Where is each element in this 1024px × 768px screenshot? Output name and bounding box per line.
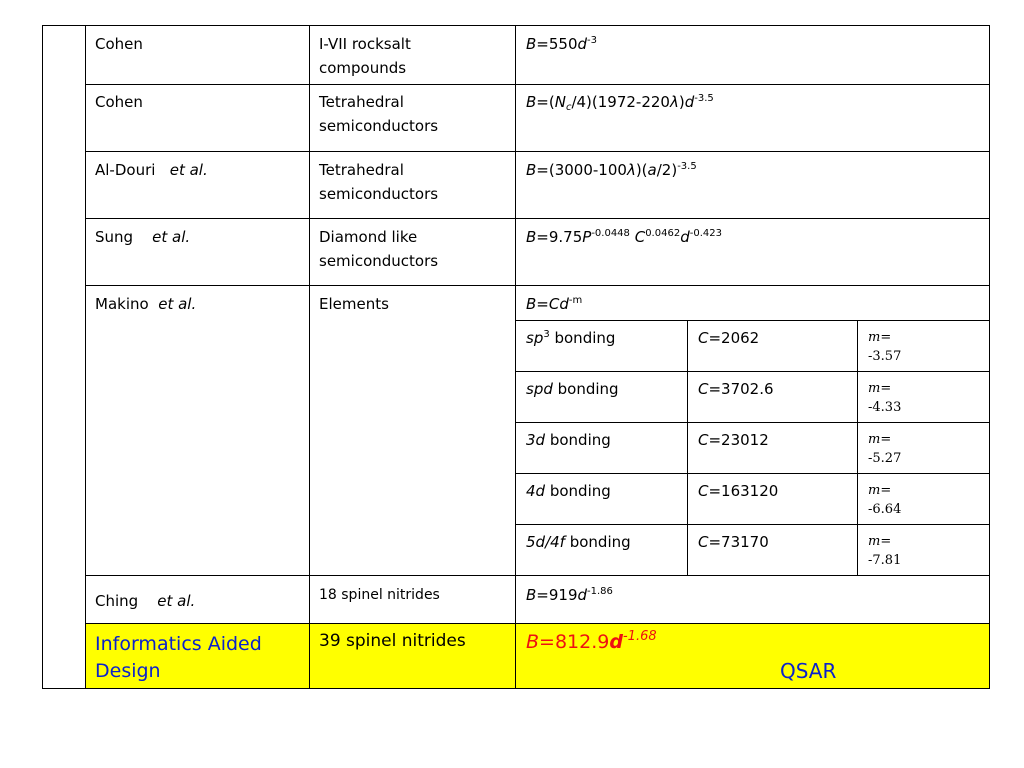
m-cell bbox=[868, 328, 901, 366]
formula-cell: $B=(N_c/4)(1972-220\lambda)d^{-3.5}$ bbox=[526, 93, 714, 113]
author-cell bbox=[95, 589, 195, 613]
author-suffix: et al. bbox=[158, 295, 197, 313]
m-value: -3.57 bbox=[868, 349, 902, 364]
author-cell bbox=[95, 225, 190, 249]
bonding-cell: $sp^3$ bonding bbox=[526, 329, 616, 347]
author-cell bbox=[95, 292, 196, 316]
material-cell: Elements bbox=[319, 295, 389, 313]
c-cell: C=2062 bbox=[698, 329, 760, 347]
author-suffix: et al. bbox=[152, 228, 191, 246]
m-cell bbox=[868, 481, 901, 519]
author-name: Makino bbox=[95, 295, 149, 313]
author-cell: Cohen bbox=[95, 93, 143, 111]
m-value: -5.27 bbox=[868, 451, 902, 466]
c-cell: C=163120 bbox=[698, 482, 779, 500]
formula-cell: $B=550d^{-3}$ bbox=[526, 35, 598, 53]
material-cell: Tetrahedral semiconductors bbox=[319, 93, 439, 135]
author-suffix: et al. bbox=[157, 592, 196, 610]
highlight-formula-cell: $B=812.9d^{-1.68}$ bbox=[526, 629, 657, 653]
c-cell: C=3702.6 bbox=[698, 380, 774, 398]
formula-cell: $B=Cd^{-m}$ bbox=[526, 295, 583, 313]
m-cell bbox=[868, 532, 901, 570]
formula-cell: $B=(3000-100\lambda)(a/2)^{-3.5}$ bbox=[526, 161, 697, 179]
m-cell bbox=[868, 430, 901, 468]
author-cell bbox=[95, 158, 208, 182]
c-cell: C=73170 bbox=[698, 533, 769, 551]
formula-cell: $B=919d^{-1.86}$ bbox=[526, 586, 613, 604]
m-value: -7.81 bbox=[868, 553, 902, 568]
m-value: -4.33 bbox=[868, 400, 902, 415]
bonding-cell: 5d/4f bonding bbox=[526, 533, 631, 551]
author-name: Sung bbox=[95, 228, 134, 246]
m-label: m= bbox=[868, 432, 892, 447]
c-cell: C=23012 bbox=[698, 431, 769, 449]
material-cell: Tetrahedral semiconductors bbox=[319, 161, 439, 203]
m-value: -6.64 bbox=[868, 502, 902, 517]
m-label: m= bbox=[868, 534, 892, 549]
m-cell bbox=[868, 379, 901, 417]
material-cell: 18 spinel nitrides bbox=[319, 587, 440, 603]
highlight-material-cell: 39 spinel nitrides bbox=[319, 631, 466, 651]
author-name: Al-Douri bbox=[95, 161, 156, 179]
author-cell: Cohen bbox=[95, 35, 143, 53]
material-cell: Diamond like semiconductors bbox=[319, 228, 439, 270]
material-cell: I-VII rocksalt compounds bbox=[319, 35, 411, 77]
m-label: m= bbox=[868, 381, 892, 396]
author-suffix: et al. bbox=[169, 161, 208, 179]
author-name: Ching bbox=[95, 592, 139, 610]
m-label: m= bbox=[868, 483, 892, 498]
m-label: m= bbox=[868, 330, 892, 345]
qsar-label: QSAR bbox=[780, 659, 837, 683]
bonding-cell: 3d bonding bbox=[526, 431, 611, 449]
bonding-cell: 4d bonding bbox=[526, 482, 611, 500]
bonding-cell: spd bonding bbox=[526, 380, 619, 398]
highlight-author-cell: Informatics Aided Design bbox=[95, 633, 262, 682]
formula-cell: $B=9.75P^{-0.0448}$ $C^{0.0462}d^{-0.423}$ bbox=[526, 228, 722, 246]
